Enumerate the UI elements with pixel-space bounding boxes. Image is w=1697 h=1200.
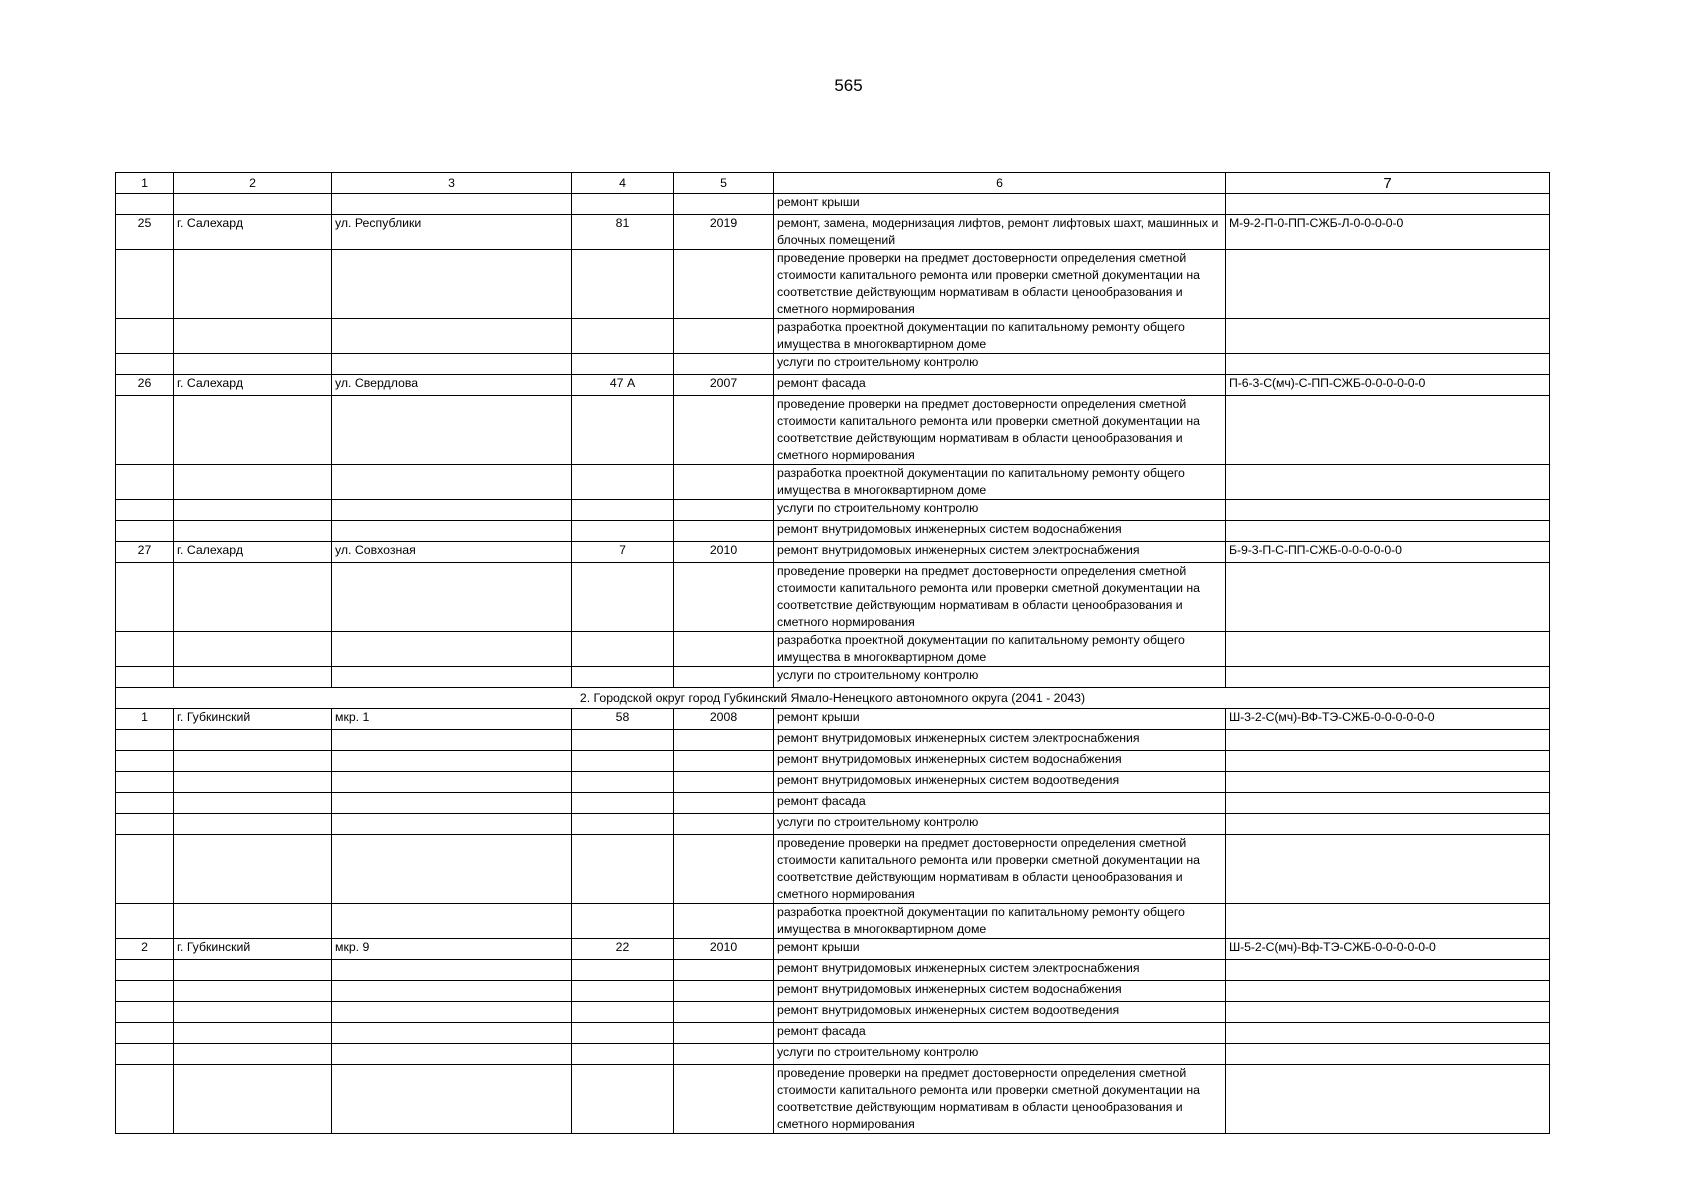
table-row [116, 772, 1550, 793]
street-cell [332, 465, 572, 500]
column-number-header-row [116, 173, 1550, 194]
work-type-cell: ремонт фасада [774, 793, 1226, 814]
work-type-cell: ремонт внутридомовых инженерных систем водоснабжения [774, 981, 1226, 1002]
house-number-cell [572, 632, 674, 667]
year-cell [674, 354, 774, 375]
city-cell: г. Губкинский [174, 939, 332, 960]
code-cell [1226, 1002, 1550, 1023]
house-number-cell: 81 [572, 215, 674, 250]
city-cell [174, 319, 332, 354]
street-cell [332, 772, 572, 793]
street-cell [332, 563, 572, 632]
code-cell [1226, 814, 1550, 835]
city-cell [174, 500, 332, 521]
year-cell [674, 396, 774, 465]
row-number [116, 793, 174, 814]
table-row [116, 981, 1550, 1002]
table-row [116, 939, 1550, 960]
street-cell [332, 793, 572, 814]
code-cell [1226, 500, 1550, 521]
table-row [116, 194, 1550, 215]
row-number: 27 [116, 542, 174, 563]
street-cell [332, 1023, 572, 1044]
house-number-cell [572, 396, 674, 465]
row-number [116, 194, 174, 215]
work-type-cell: проведение проверки на предмет достоверности определения сметной стоимости капитального ремонта или проверки сметной документации на соответствие действующим нормативам в области ценообразования и сметного нормирования [774, 396, 1226, 465]
work-type-cell: ремонт внутридомовых инженерных систем электроснабжения [774, 960, 1226, 981]
city-cell [174, 981, 332, 1002]
code-cell [1226, 521, 1550, 542]
city-cell [174, 960, 332, 981]
house-number-cell [572, 194, 674, 215]
city-cell [174, 521, 332, 542]
house-number-cell [572, 793, 674, 814]
city-cell: г. Салехард [174, 375, 332, 396]
row-number [116, 319, 174, 354]
code-cell: Ш-5-2-С(мч)-Вф-ТЭ-СЖБ-0-0-0-0-0-0 [1226, 939, 1550, 960]
year-cell [674, 250, 774, 319]
house-number-cell [572, 1023, 674, 1044]
year-cell [674, 904, 774, 939]
table-row [116, 521, 1550, 542]
row-number: 26 [116, 375, 174, 396]
table-row [116, 215, 1550, 250]
table-row [116, 632, 1550, 667]
row-number [116, 250, 174, 319]
work-type-cell: услуги по строительному контролю [774, 667, 1226, 688]
street-cell: ул. Совхозная [332, 542, 572, 563]
work-type-cell: ремонт внутридомовых инженерных систем водоотведения [774, 1002, 1226, 1023]
house-number-cell [572, 751, 674, 772]
column-header: 1 [116, 173, 174, 194]
table-row [116, 319, 1550, 354]
street-cell [332, 904, 572, 939]
year-cell [674, 194, 774, 215]
year-cell [674, 814, 774, 835]
city-cell [174, 563, 332, 632]
code-cell [1226, 354, 1550, 375]
table-row [116, 542, 1550, 563]
code-cell [1226, 751, 1550, 772]
code-cell [1226, 835, 1550, 904]
year-cell: 2019 [674, 215, 774, 250]
house-number-cell: 47 А [572, 375, 674, 396]
year-cell [674, 500, 774, 521]
table-row [116, 396, 1550, 465]
city-cell [174, 194, 332, 215]
table-row [116, 465, 1550, 500]
city-cell [174, 1044, 332, 1065]
city-cell [174, 751, 332, 772]
code-cell [1226, 1044, 1550, 1065]
code-cell [1226, 1065, 1550, 1134]
year-cell [674, 960, 774, 981]
work-type-cell: разработка проектной документации по капитальному ремонту общего имущества в многоквартирном доме [774, 465, 1226, 500]
house-number-cell [572, 1044, 674, 1065]
code-cell: М-9-2-П-0-ПП-СЖБ-Л-0-0-0-0-0 [1226, 215, 1550, 250]
house-number-cell [572, 981, 674, 1002]
year-cell: 2008 [674, 709, 774, 730]
city-cell [174, 793, 332, 814]
house-number-cell [572, 814, 674, 835]
city-cell [174, 835, 332, 904]
street-cell: мкр. 1 [332, 709, 572, 730]
house-number-cell [572, 500, 674, 521]
street-cell [332, 730, 572, 751]
city-cell: г. Губкинский [174, 709, 332, 730]
row-number [116, 354, 174, 375]
code-cell [1226, 1023, 1550, 1044]
table-row [116, 751, 1550, 772]
code-cell [1226, 772, 1550, 793]
work-type-cell: проведение проверки на предмет достоверности определения сметной стоимости капитального ремонта или проверки сметной документации на соответствие действующим нормативам в области ценообразования и сметного нормирования [774, 1065, 1226, 1134]
row-number [116, 751, 174, 772]
street-cell [332, 1065, 572, 1134]
street-cell [332, 1002, 572, 1023]
street-cell [332, 319, 572, 354]
year-cell [674, 1044, 774, 1065]
row-number [116, 632, 174, 667]
row-number [116, 730, 174, 751]
section-header-row [116, 688, 1550, 709]
year-cell [674, 632, 774, 667]
year-cell [674, 1002, 774, 1023]
work-type-cell: проведение проверки на предмет достоверности определения сметной стоимости капитального ремонта или проверки сметной документации на соответствие действующим нормативам в области ценообразования и сметного нормирования [774, 563, 1226, 632]
year-cell [674, 521, 774, 542]
street-cell [332, 396, 572, 465]
work-type-cell: ремонт внутридомовых инженерных систем водоснабжения [774, 521, 1226, 542]
year-cell: 2010 [674, 939, 774, 960]
row-number [116, 835, 174, 904]
year-cell [674, 793, 774, 814]
table-body [116, 173, 1550, 1134]
year-cell: 2010 [674, 542, 774, 563]
house-number-cell [572, 904, 674, 939]
code-cell: Б-9-3-П-С-ПП-СЖБ-0-0-0-0-0-0 [1226, 542, 1550, 563]
column-header: 6 [774, 173, 1226, 194]
work-type-cell: услуги по строительному контролю [774, 354, 1226, 375]
row-number [116, 1065, 174, 1134]
column-header: 3 [332, 173, 572, 194]
table-row [116, 563, 1550, 632]
code-cell [1226, 667, 1550, 688]
work-type-cell: ремонт внутридомовых инженерных систем водоснабжения [774, 751, 1226, 772]
table-row [116, 835, 1550, 904]
house-number-cell [572, 465, 674, 500]
city-cell [174, 1023, 332, 1044]
code-cell [1226, 960, 1550, 981]
city-cell [174, 667, 332, 688]
row-number [116, 960, 174, 981]
code-cell [1226, 563, 1550, 632]
city-cell [174, 1065, 332, 1134]
street-cell [332, 521, 572, 542]
street-cell [332, 835, 572, 904]
house-number-cell [572, 667, 674, 688]
street-cell [332, 250, 572, 319]
work-type-cell: ремонт внутридомовых инженерных систем водоотведения [774, 772, 1226, 793]
city-cell [174, 354, 332, 375]
code-cell [1226, 396, 1550, 465]
year-cell [674, 981, 774, 1002]
house-number-cell [572, 354, 674, 375]
table-row [116, 1002, 1550, 1023]
table-row [116, 904, 1550, 939]
table-row [116, 814, 1550, 835]
column-header: 4 [572, 173, 674, 194]
city-cell [174, 814, 332, 835]
row-number [116, 563, 174, 632]
code-cell [1226, 465, 1550, 500]
street-cell [332, 814, 572, 835]
code-cell [1226, 319, 1550, 354]
work-type-cell: ремонт крыши [774, 939, 1226, 960]
row-number [116, 904, 174, 939]
work-type-cell: ремонт фасада [774, 375, 1226, 396]
year-cell [674, 319, 774, 354]
row-number: 1 [116, 709, 174, 730]
table-row [116, 1044, 1550, 1065]
street-cell: мкр. 9 [332, 939, 572, 960]
table-row [116, 667, 1550, 688]
code-cell [1226, 632, 1550, 667]
table-row [116, 354, 1550, 375]
city-cell [174, 465, 332, 500]
house-number-cell: 22 [572, 939, 674, 960]
row-number [116, 396, 174, 465]
city-cell [174, 730, 332, 751]
work-type-cell: ремонт фасада [774, 1023, 1226, 1044]
work-type-cell: проведение проверки на предмет достоверности определения сметной стоимости капитального ремонта или проверки сметной документации на соответствие действующим нормативам в области ценообразования и сметного нормирования [774, 835, 1226, 904]
street-cell [332, 960, 572, 981]
table-row [116, 250, 1550, 319]
year-cell [674, 751, 774, 772]
table-row [116, 1023, 1550, 1044]
city-cell [174, 1002, 332, 1023]
house-number-cell [572, 835, 674, 904]
year-cell [674, 730, 774, 751]
house-number-cell [572, 319, 674, 354]
section-title: 2. Городской округ город Губкинский Ямало-Ненецкого автономного округа (2041 - 2043) [116, 688, 1550, 709]
city-cell [174, 250, 332, 319]
city-cell [174, 396, 332, 465]
work-type-cell: услуги по строительному контролю [774, 1044, 1226, 1065]
year-cell [674, 667, 774, 688]
work-type-cell: ремонт крыши [774, 709, 1226, 730]
year-cell [674, 465, 774, 500]
row-number [116, 500, 174, 521]
row-number [116, 814, 174, 835]
table-row [116, 960, 1550, 981]
house-number-cell: 7 [572, 542, 674, 563]
row-number [116, 465, 174, 500]
code-cell [1226, 793, 1550, 814]
house-number-cell [572, 521, 674, 542]
work-type-cell: разработка проектной документации по капитальному ремонту общего имущества в многоквартирном доме [774, 319, 1226, 354]
page-number: 565 [834, 76, 863, 95]
house-number-cell [572, 772, 674, 793]
city-cell [174, 904, 332, 939]
street-cell [332, 751, 572, 772]
house-number-cell [572, 1065, 674, 1134]
code-cell: Ш-3-2-С(мч)-ВФ-ТЭ-СЖБ-0-0-0-0-0-0 [1226, 709, 1550, 730]
work-type-cell: ремонт внутридомовых инженерных систем электроснабжения [774, 542, 1226, 563]
house-number-cell [572, 730, 674, 751]
code-cell [1226, 250, 1550, 319]
row-number: 25 [116, 215, 174, 250]
code-cell [1226, 904, 1550, 939]
table-row [116, 730, 1550, 751]
year-cell: 2007 [674, 375, 774, 396]
house-number-cell [572, 250, 674, 319]
street-cell: ул. Свердлова [332, 375, 572, 396]
repair-schedule-table [115, 172, 1550, 1134]
year-cell [674, 563, 774, 632]
table-row [116, 793, 1550, 814]
year-cell [674, 1023, 774, 1044]
work-type-cell: услуги по строительному контролю [774, 500, 1226, 521]
city-cell: г. Салехард [174, 215, 332, 250]
table-row [116, 500, 1550, 521]
street-cell [332, 500, 572, 521]
row-number [116, 521, 174, 542]
street-cell [332, 194, 572, 215]
table-row [116, 709, 1550, 730]
work-type-cell: услуги по строительному контролю [774, 814, 1226, 835]
work-type-cell: разработка проектной документации по капитальному ремонту общего имущества в многоквартирном доме [774, 632, 1226, 667]
column-header: 2 [174, 173, 332, 194]
work-type-cell: ремонт, замена, модернизация лифтов, ремонт лифтовых шахт, машинных и блочных помещений [774, 215, 1226, 250]
code-cell [1226, 194, 1550, 215]
table-row [116, 375, 1550, 396]
table-row [116, 1065, 1550, 1134]
code-cell: П-6-3-С(мч)-С-ПП-СЖБ-0-0-0-0-0-0 [1226, 375, 1550, 396]
house-number-cell [572, 563, 674, 632]
city-cell [174, 632, 332, 667]
row-number [116, 667, 174, 688]
code-cell [1226, 981, 1550, 1002]
row-number [116, 1023, 174, 1044]
row-number [116, 981, 174, 1002]
year-cell [674, 772, 774, 793]
house-number-cell [572, 960, 674, 981]
row-number [116, 1044, 174, 1065]
city-cell: г. Салехард [174, 542, 332, 563]
work-type-cell: проведение проверки на предмет достоверности определения сметной стоимости капитального ремонта или проверки сметной документации на соответствие действующим нормативам в области ценообразования и сметного нормирования [774, 250, 1226, 319]
column-header: 5 [674, 173, 774, 194]
row-number [116, 1002, 174, 1023]
column-header: 7 [1226, 173, 1550, 194]
code-cell [1226, 730, 1550, 751]
work-type-cell: ремонт внутридомовых инженерных систем электроснабжения [774, 730, 1226, 751]
work-type-cell: ремонт крыши [774, 194, 1226, 215]
street-cell: ул. Республики [332, 215, 572, 250]
year-cell [674, 1065, 774, 1134]
row-number: 2 [116, 939, 174, 960]
street-cell [332, 981, 572, 1002]
street-cell [332, 1044, 572, 1065]
house-number-cell: 58 [572, 709, 674, 730]
street-cell [332, 632, 572, 667]
row-number [116, 772, 174, 793]
year-cell [674, 835, 774, 904]
work-type-cell: разработка проектной документации по капитальному ремонту общего имущества в многоквартирном доме [774, 904, 1226, 939]
street-cell [332, 667, 572, 688]
street-cell [332, 354, 572, 375]
city-cell [174, 772, 332, 793]
house-number-cell [572, 1002, 674, 1023]
